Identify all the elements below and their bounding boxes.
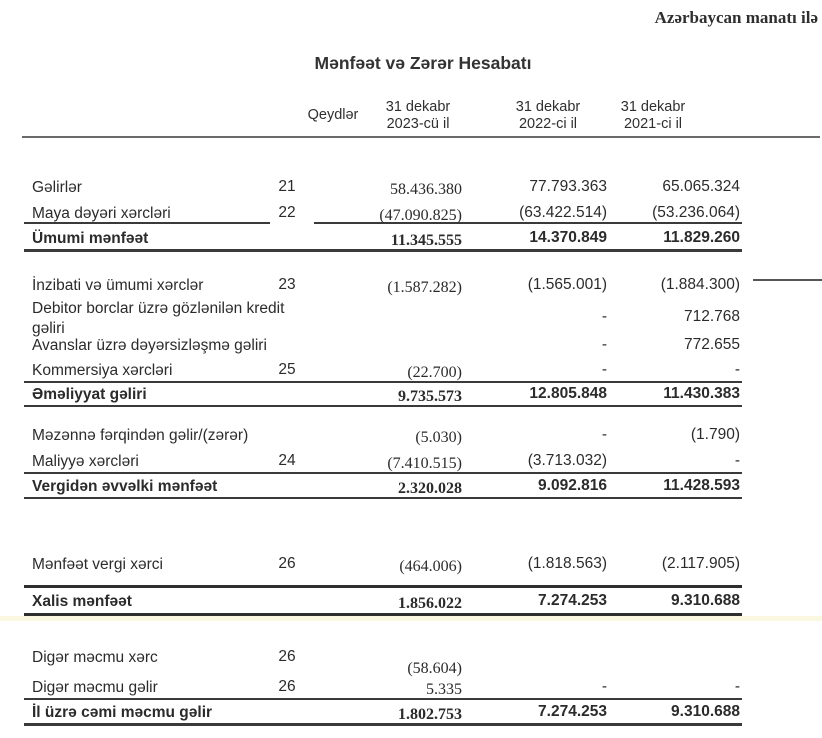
value-2022: (1.565.001) (527, 276, 607, 293)
column-header-2021 (601, 99, 705, 133)
value-2021: (2.117.905) (661, 555, 740, 572)
value-2022: 9.092.816 (538, 477, 607, 494)
table-row (0, 204, 822, 226)
value-2021: - (734, 452, 740, 469)
column-header-2022-line2: 2022-ci il (518, 116, 578, 132)
row-label: Maliyyə xərcləri (32, 453, 139, 470)
column-header-2021-line2: 2021-ci il (623, 116, 683, 132)
value-2021: 65.065.324 (662, 178, 740, 195)
value-2021: 9.310.688 (671, 703, 740, 720)
value-2023: 11.345.555 (390, 232, 462, 249)
value-2021: 9.310.688 (671, 592, 740, 609)
value-2021: (53.236.064) (652, 204, 740, 221)
value-2021: 11.829.260 (663, 229, 740, 246)
column-header-2023 (366, 99, 470, 133)
value-2023: (1.587.282) (387, 279, 462, 296)
rule-above-net-profit (24, 585, 742, 588)
value-2021: 772.655 (683, 336, 740, 353)
row-note: 25 (278, 361, 296, 378)
value-2021: (1.884.300) (660, 276, 740, 293)
value-2023: 5.335 (426, 681, 462, 698)
row-label: Gəlirlər (32, 179, 82, 196)
row-label: Kommersiya xərcləri (32, 362, 173, 379)
row-note: 26 (278, 555, 296, 572)
value-2021: 11.430.383 (663, 385, 740, 402)
table-row-total (0, 229, 822, 251)
value-2023: 2.320.028 (398, 480, 462, 497)
header-rule (22, 136, 820, 138)
table-row-total (0, 703, 822, 725)
value-2022: (1.818.563) (527, 555, 607, 572)
value-2022: - (601, 426, 607, 443)
row-label: Ümumi mənfəət (32, 230, 149, 247)
value-2021: - (734, 361, 740, 378)
value-2022: 12.805.848 (529, 385, 607, 402)
row-label: Avanslar üzrə dəyərsizləşmə gəliri (32, 337, 267, 354)
table-row (0, 678, 822, 700)
row-note: 22 (278, 204, 296, 221)
row-label: Əməliyyat gəliri (32, 386, 147, 403)
row-note: 21 (278, 178, 296, 195)
value-2023: 58.436.380 (390, 181, 462, 198)
row-label: Mənfəət vergi xərci (32, 556, 163, 573)
value-2022: (3.713.032) (527, 452, 607, 469)
value-2022: (63.422.514) (519, 204, 607, 221)
column-header-2022-line1: 31 dekabr (515, 99, 581, 115)
value-2021: (1.790) (690, 426, 740, 443)
row-note: 23 (278, 276, 296, 293)
table-row (0, 299, 822, 341)
value-2023: (58.604) (407, 660, 462, 677)
value-2023: (5.030) (415, 429, 462, 446)
value-2023: 9.735.573 (398, 388, 462, 405)
value-2023: 1.802.753 (398, 706, 462, 723)
table-row-total (0, 477, 822, 499)
column-header-2023-line1: 31 dekabr (385, 99, 451, 115)
value-2022: - (601, 308, 607, 325)
value-2021: 11.428.593 (663, 477, 740, 494)
row-label: Xalis mənfəət (32, 593, 132, 610)
table-row (0, 276, 822, 298)
table-row (0, 336, 822, 358)
value-2021: 712.768 (683, 308, 740, 325)
value-2022: 7.274.253 (538, 592, 607, 609)
row-label: İnzibati və ümumi xərclər (32, 277, 204, 294)
value-2022: 14.370.849 (529, 229, 607, 246)
value-2022: - (601, 678, 607, 695)
column-header-2022 (496, 99, 600, 133)
value-2023: (22.700) (407, 364, 462, 381)
table-row (0, 648, 822, 678)
table-row (0, 178, 822, 200)
row-note: 26 (278, 678, 296, 695)
row-note: 24 (278, 452, 296, 469)
column-header-notes: Qeydlər (307, 107, 359, 123)
row-label: Məzənnə fərqindən gəlir/(zərər) (32, 427, 249, 444)
currency-note: Azərbaycan manatı ilə (654, 8, 818, 27)
value-2023: (464.006) (399, 558, 462, 575)
row-label: İl üzrə cəmi məcmu gəlir (32, 704, 213, 721)
scan-highlight-band (0, 616, 822, 621)
value-2023: 1.856.022 (398, 595, 462, 612)
value-2023: (7.410.515) (387, 455, 462, 472)
table-row-total (0, 592, 822, 614)
page-title: Mənfəət və Zərər Hesabatı (314, 53, 532, 73)
table-row (0, 555, 822, 577)
value-2022: 77.793.363 (529, 178, 607, 195)
column-header-2023-line2: 2023-cü il (386, 116, 450, 132)
row-label: Debitor borclar üzrə gözlənilən kredit gəliri (32, 300, 285, 337)
value-2021: - (734, 678, 740, 695)
table-row-total (0, 385, 822, 407)
row-note: 26 (278, 648, 296, 665)
value-2022: - (601, 336, 607, 353)
row-label: Vergidən əvvəlki mənfəət (32, 478, 218, 495)
table-row (0, 426, 822, 448)
value-2023: (47.090.825) (379, 207, 462, 224)
table-row (0, 452, 822, 474)
value-2022: 7.274.253 (538, 703, 607, 720)
row-label: Maya dəyəri xərcləri (32, 205, 171, 222)
value-2022: - (601, 361, 607, 378)
row-label: Digər məcmu xərc (32, 649, 158, 666)
row-label: Digər məcmu gəlir (32, 679, 158, 696)
column-header-2021-line1: 31 dekabr (620, 99, 686, 115)
table-row (0, 361, 822, 383)
